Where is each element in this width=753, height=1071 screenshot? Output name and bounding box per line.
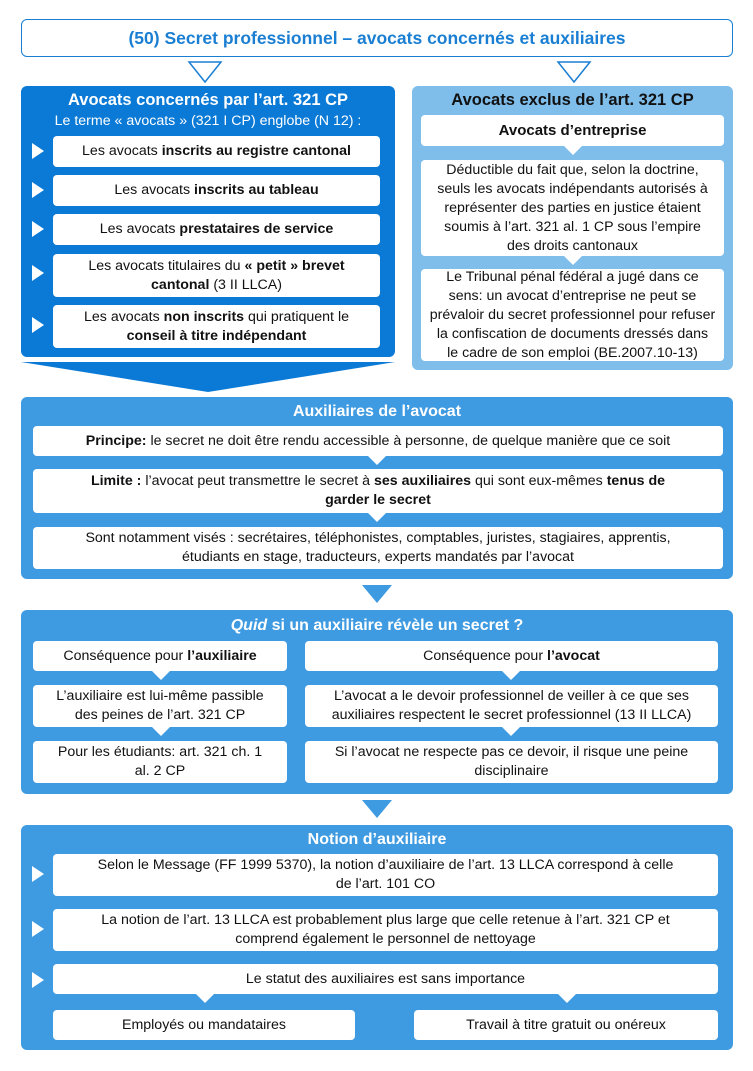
concerned-item: Les avocats non inscrits qui pratiquent le conseil à titre indépendant	[53, 305, 380, 348]
play-arrow-icon	[32, 265, 44, 281]
quid-left-2: Pour les étudiants: art. 321 ch. 1 al. 2 CP	[33, 741, 287, 783]
concerned-subheader: Le terme « avocats » (321 I CP) englobe (N 12) :	[54, 113, 362, 129]
notion-left: Employés ou mandataires	[53, 1010, 355, 1040]
concerned-header: Avocats concernés par l’art. 321 CP	[67, 91, 349, 109]
pointer-down-icon	[368, 456, 386, 465]
play-arrow-icon	[32, 182, 44, 198]
excluded-sub: Avocats d’entreprise	[421, 115, 724, 146]
pointer-down-icon	[564, 256, 582, 265]
quid-left-head: Conséquence pour l’auxiliaire	[33, 641, 287, 671]
arrow-down-outline-icon	[187, 60, 223, 84]
concerned-item: Les avocats titulaires du « petit » brevet cantonal (3 II LLCA)	[53, 254, 380, 297]
arrow-down-icon	[362, 585, 392, 603]
notion-header: Notion d’auxiliaire	[307, 831, 447, 848]
excluded-box1: Déductible du fait que, selon la doctrine, seuls les avocats indépendants autorisés à représenter des parties en justice étaient soumis à l’art. 321 al. 1 CP sous l’empire des droits cantonaux	[421, 160, 724, 256]
limite-box: Limite : l’avocat peut transmettre le secret à ses auxiliaires qui sont eux-mêmes tenus de garder le secret	[33, 469, 723, 513]
vises-box: Sont notamment visés : secrétaires, téléphonistes, comptables, juristes, stagiaires, apprentis, étudiants en stage, traducteurs, experts mandatés par l’avocat	[33, 527, 723, 569]
title-text: (50) Secret professionnel – avocats concernés et auxiliaires	[128, 27, 626, 48]
notion-item: La notion de l’art. 13 LLCA est probablement plus large que celle retenue à l’art. 321 CP et comprend également le personnel de nettoyage	[53, 909, 718, 951]
chevron-down-arrow-icon	[21, 362, 395, 394]
concerned-item: Les avocats prestataires de service	[53, 214, 380, 245]
excluded-box2: Le Tribunal pénal fédéral a jugé dans ce sens: un avocat d’entreprise ne peut se prévaloir du secret professionnel pour refuser la confiscation de documents dressés dans le cadre de son emploi (BE.2007.10-13)	[421, 269, 724, 361]
concerned-item: Les avocats inscrits au registre cantonal	[53, 136, 380, 167]
pointer-down-icon	[152, 727, 170, 736]
pointer-down-icon	[502, 671, 520, 680]
auxiliaires-header: Auxiliaires de l’avocat	[292, 403, 462, 420]
quid-left-1: L’auxiliaire est lui-même passible des peines de l’art. 321 CP	[33, 685, 287, 727]
page-title	[21, 19, 733, 57]
arrow-down-icon	[362, 800, 392, 818]
play-arrow-icon	[32, 921, 44, 937]
notion-item: Le statut des auxiliaires est sans importance	[53, 964, 718, 994]
notion-right: Travail à titre gratuit ou onéreux	[414, 1010, 718, 1040]
pointer-down-icon	[196, 994, 214, 1003]
quid-right-2: Si l’avocat ne respecte pas ce devoir, il risque une peine disciplinaire	[305, 741, 718, 783]
quid-right-1: L’avocat a le devoir professionnel de veiller à ce que ses auxiliaires respectent le secret professionnel (13 II LLCA)	[305, 685, 718, 727]
play-arrow-icon	[32, 866, 44, 882]
principe-box: Principe: le secret ne doit être rendu accessible à personne, de quelque manière que ce soit	[33, 426, 723, 456]
notion-item: Selon le Message (FF 1999 5370), la notion d’auxiliaire de l’art. 13 LLCA correspond à celle de l’art. 101 CO	[53, 854, 718, 896]
play-arrow-icon	[32, 317, 44, 333]
pointer-down-icon	[502, 727, 520, 736]
play-arrow-icon	[32, 972, 44, 988]
play-arrow-icon	[32, 221, 44, 237]
pointer-down-icon	[368, 513, 386, 522]
excluded-header: Avocats exclus de l’art. 321 CP	[451, 91, 694, 109]
concerned-item: Les avocats inscrits au tableau	[53, 175, 380, 206]
pointer-down-icon	[564, 146, 582, 155]
quid-header: Quid si un auxiliaire révèle un secret ?	[230, 617, 524, 634]
pointer-down-icon	[558, 994, 576, 1003]
pointer-down-icon	[152, 671, 170, 680]
quid-right-head: Conséquence pour l’avocat	[305, 641, 718, 671]
arrow-down-outline-icon	[556, 60, 592, 84]
play-arrow-icon	[32, 143, 44, 159]
